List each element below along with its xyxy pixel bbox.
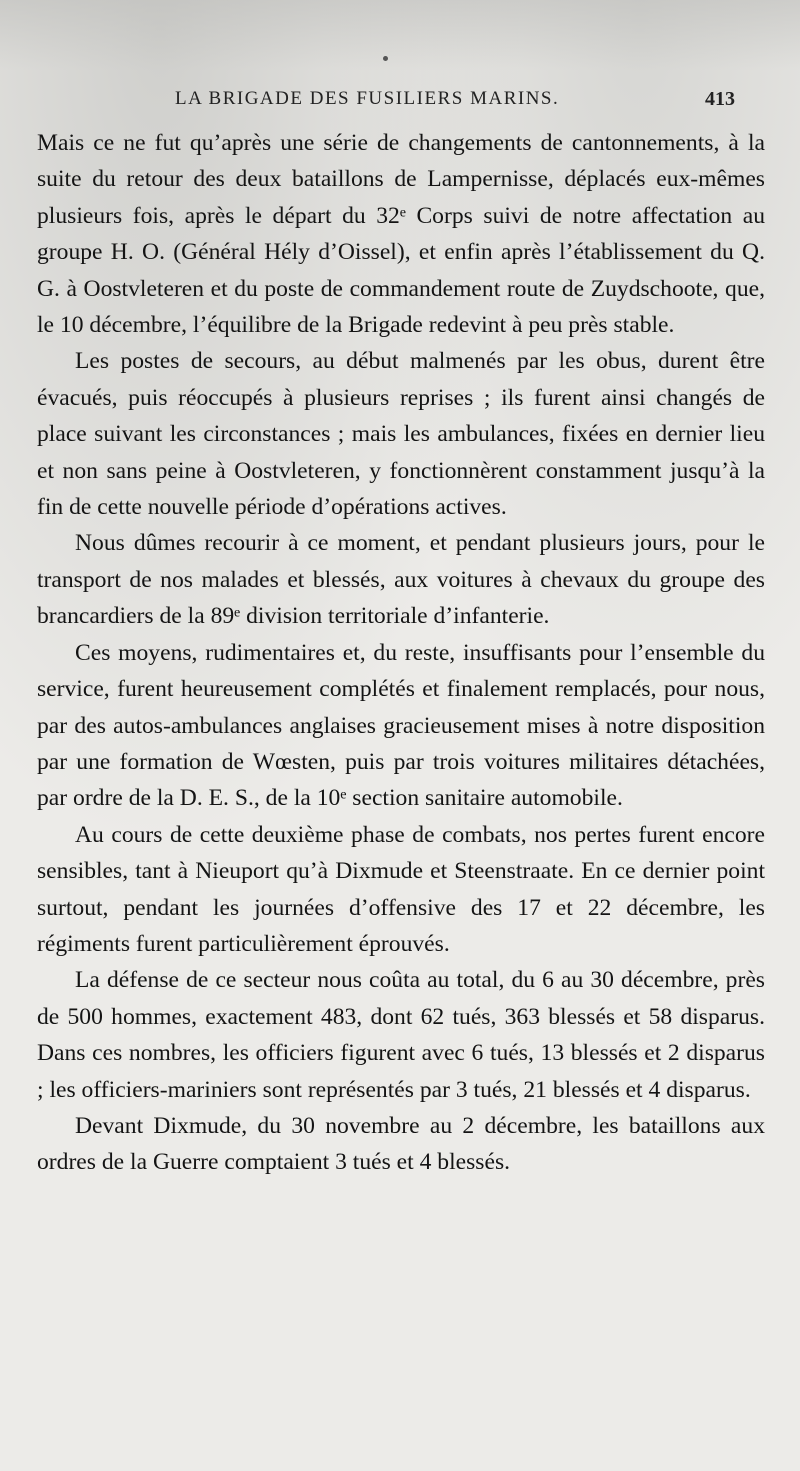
paragraph: La défense de ce secteur nous coûta au total, du 6 au 30 décembre, près de 500 hommes, exactement 483, dont 62 tués, 363 blessés et 58 disparus. Dans ces nombres, les officiers figurent avec 6 tués, 13 blessés et 2 disparus ; les officiers-mariniers sont représentés par 3 tués, 21 blessés et 4 disparus. [37,967,765,1103]
paragraph: Ces moyens, rudimentaires et, du reste, insuffisants pour l’ensemble du service, furent heureusement complétés et finalement remplacés, pour nous, par des autos-ambulances anglaises gracieusement mises à notre disposition par une formation de Wœsten, puis par trois voitures militaires détachées, par ordre de la D. E. S., de la 10ᵉ section sanitaire automobile. [37,639,765,812]
body-text [37,125,765,1181]
ink-speck [383,56,388,61]
paragraph: Les postes de secours, au début malmenés par les obus, durent être évacués, puis réoccupés à plusieurs reprises ; ils furent ainsi changés de place suivant les circonstances ; mais les ambulances, fixées en dernier lieu et non sans peine à Oostvleteren, y fonctionnèrent constamment jusqu’à la fin de cette nouvelle période d’opérations actives. [37,348,765,521]
running-header [175,88,735,118]
paragraph: Au cours de cette deuxième phase de combats, nos pertes furent encore sensibles, tant à Nieuport qu’à Dixmude et Steenstraate. En ce dernier point surtout, pendant les journées d’offensive des 17 et 22 décembre, les régiments furent particulièrement éprouvés. [37,821,765,957]
paragraph: Mais ce ne fut qu’après une série de changements de cantonnements, à la suite du retour des deux bataillons de Lampernisse, déplacés eux-mêmes plusieurs fois, après le départ du 32ᵉ Corps suivi de notre affectation au groupe H. O. (Général Hély d’Oissel), et enfin après l’établissement du Q. G. à Oostvleteren et du poste de commandement route de Zuydschoote, que, le 10 décembre, l’équilibre de la Brigade redevint à peu près stable. [37,130,765,339]
page-number: 413 [705,88,735,110]
running-title: LA BRIGADE DES FUSILIERS MARINS. [175,88,560,109]
paragraph: Devant Dixmude, du 30 novembre au 2 décembre, les bataillons aux ordres de la Guerre comptaient 3 tués et 4 blessés. [37,1112,765,1176]
scan-shadow [0,0,800,70]
paragraph: Nous dûmes recourir à ce moment, et pendant plusieurs jours, pour le transport de nos malades et blessés, aux voitures à chevaux du groupe des brancardiers de la 89ᵉ division territoriale d’infanterie. [37,530,765,630]
